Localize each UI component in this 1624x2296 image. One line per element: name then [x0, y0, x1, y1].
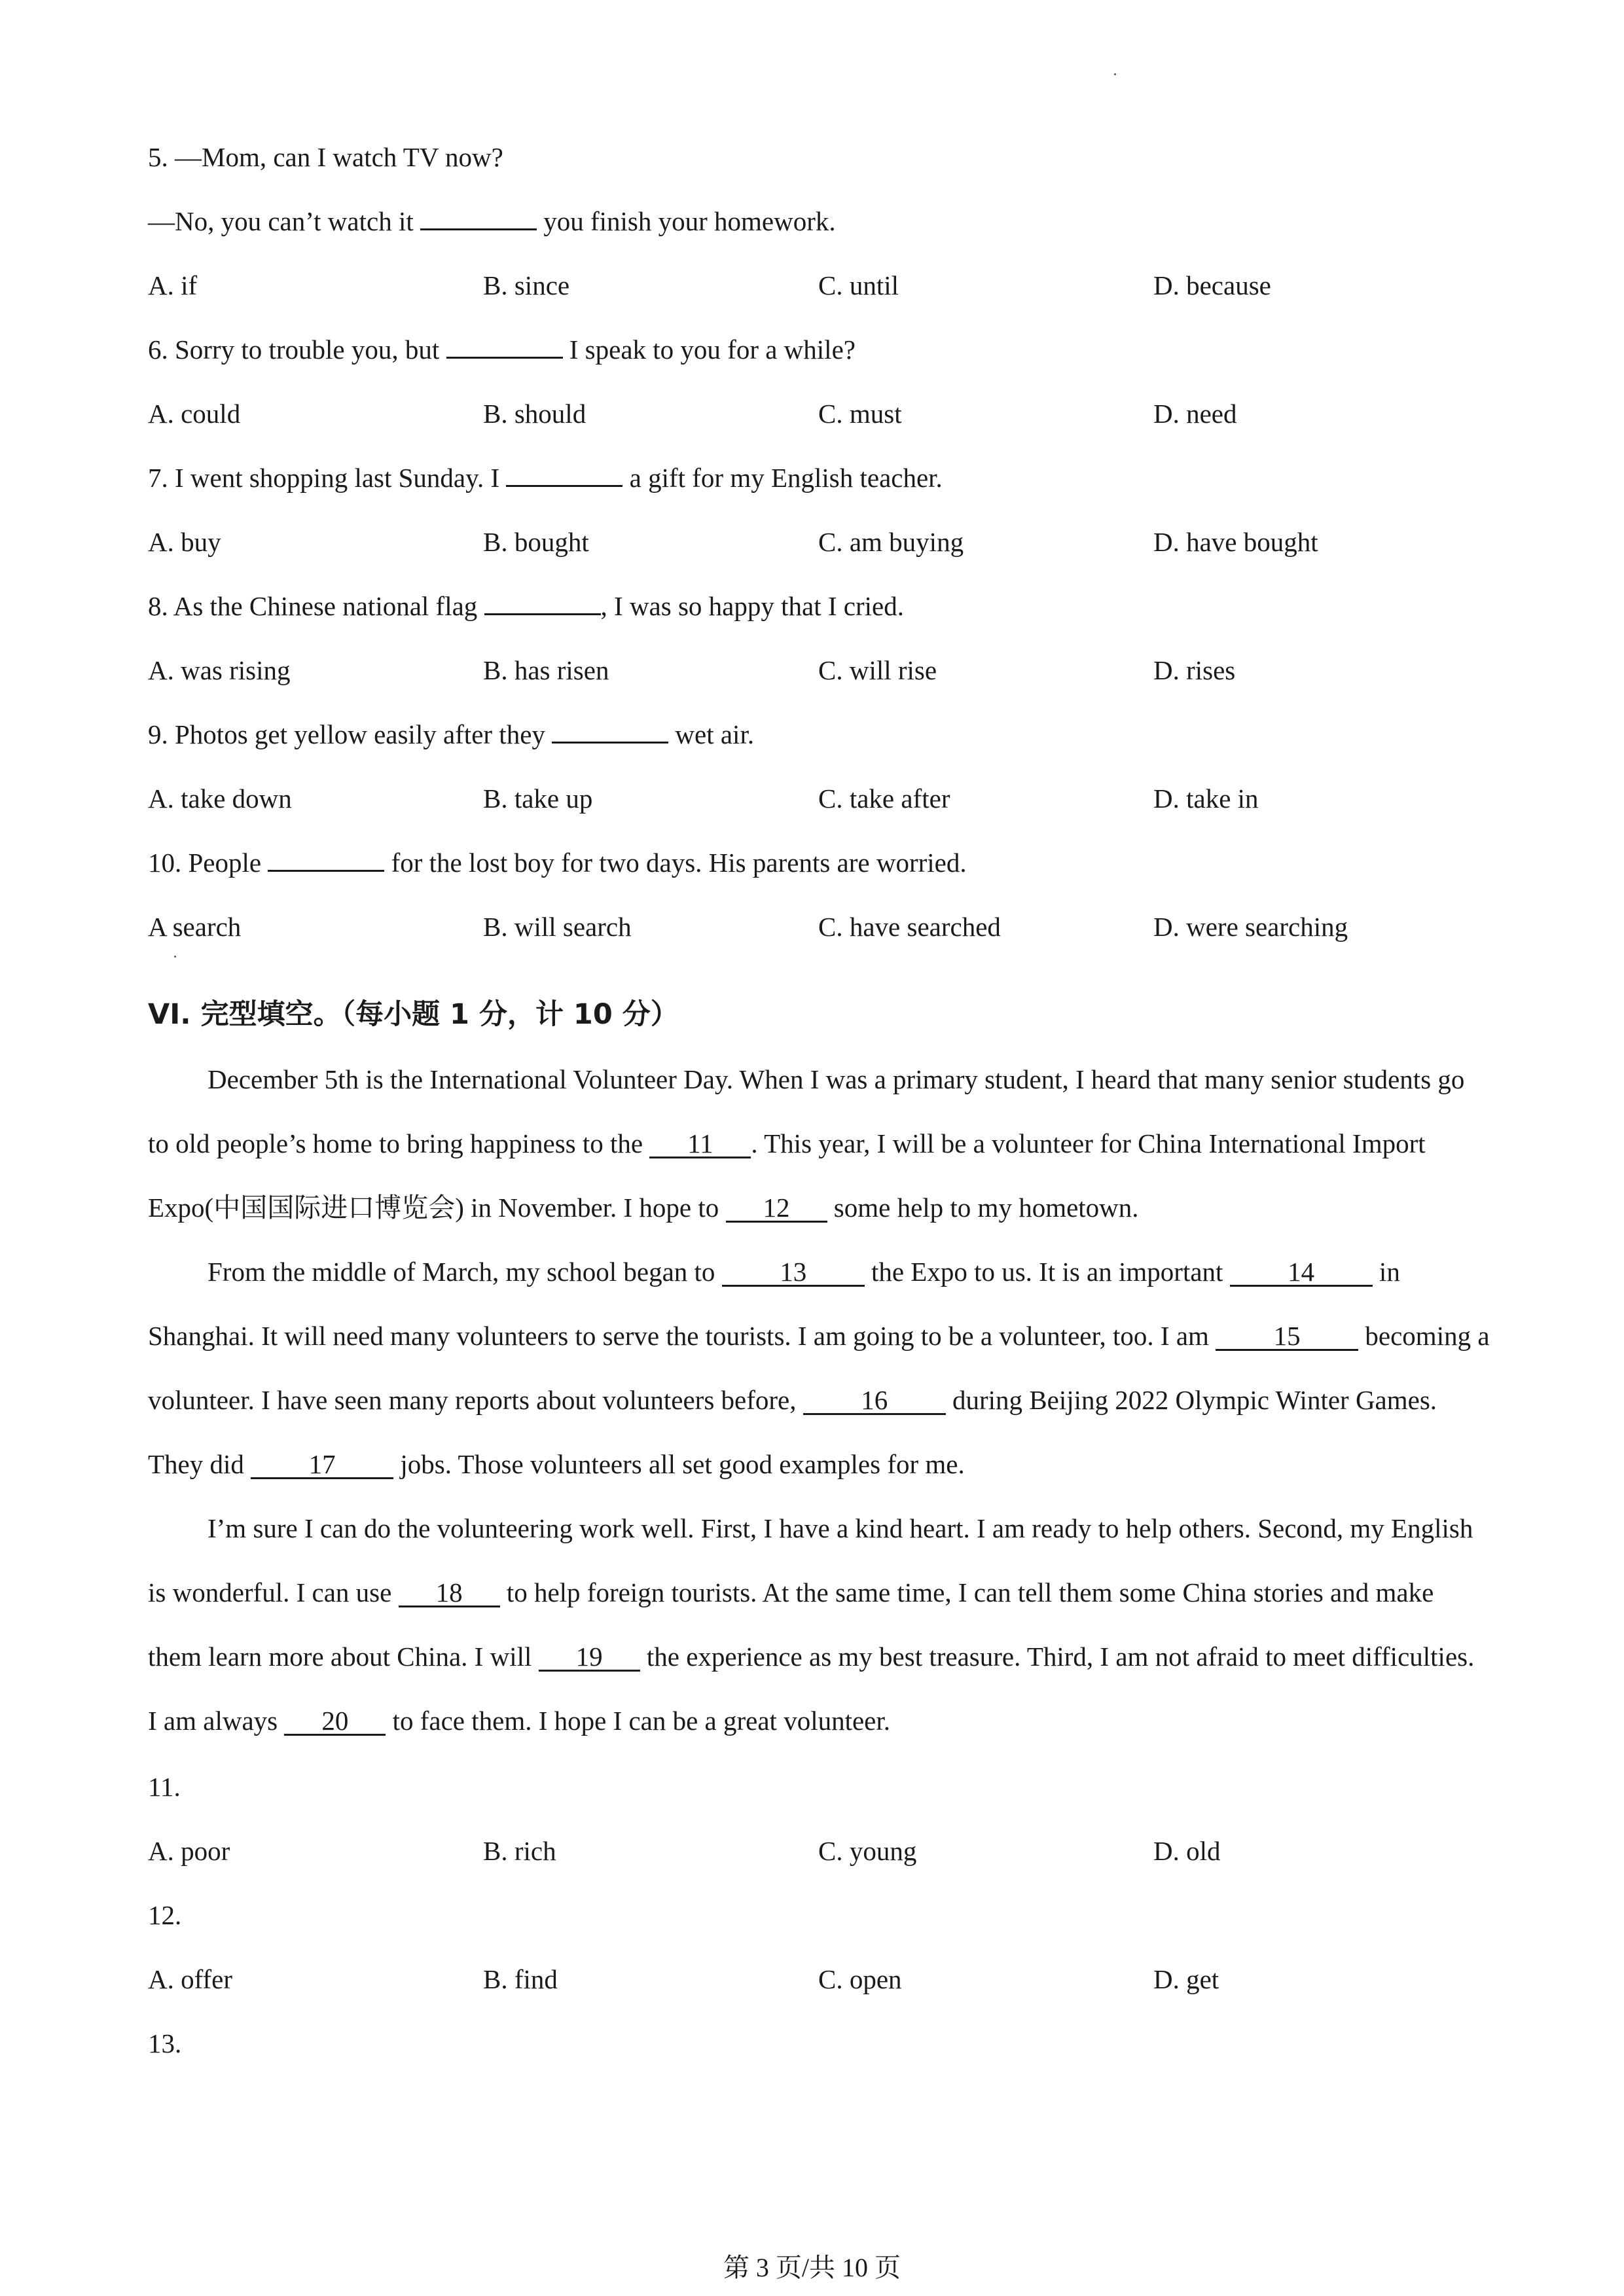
q8-stem-part1: 8. As the Chinese national flag [148, 591, 478, 621]
q7-option-b[interactable]: B. bought [483, 527, 589, 557]
q8-option-a[interactable]: A. was rising [148, 655, 291, 685]
scan-speck [1114, 73, 1116, 75]
q5-option-d[interactable]: D. because [1153, 270, 1271, 300]
passage-text: some help to my hometown. [833, 1193, 1139, 1223]
q10-answer-blank[interactable] [268, 870, 384, 872]
q10-option-d[interactable]: D. were searching [1153, 912, 1348, 942]
q7-option-c[interactable]: C. am buying [818, 527, 964, 557]
q12-option-b[interactable]: B. find [483, 1964, 558, 1994]
q6-option-a[interactable]: A. could [148, 399, 241, 429]
q11-number: 11. [148, 1772, 181, 1802]
scan-speck [174, 956, 176, 958]
cloze-blank-12[interactable]: 12 [726, 1194, 827, 1223]
passage-text: . This year, I will be a volunteer for China International Import Expo(中国国际进口博览会) in November. I hope to [148, 1128, 1426, 1223]
passage-text: jobs. Those volunteers all set good examples for me. [400, 1449, 965, 1479]
passage-text: I’m sure I can do the volunteering work well. First, I have a kind heart. I am ready to help others. Second, my English is wonderful. I can use [148, 1513, 1473, 1607]
passage-text: the experience as my best treasure. Third, I am not afraid to meet difficulties. I am always [148, 1641, 1475, 1736]
q8-option-b[interactable]: B. has risen [483, 655, 609, 685]
passage-text: becoming a volunteer. I have seen many reports about volunteers before, [148, 1321, 1490, 1415]
q5-option-a[interactable]: A. if [148, 270, 198, 300]
q7-option-a[interactable]: A. buy [148, 527, 221, 557]
cloze-blank-13[interactable]: 13 [722, 1259, 865, 1287]
q10-stem [148, 846, 967, 879]
q8-option-d[interactable]: D. rises [1153, 655, 1236, 685]
q9-option-b[interactable]: B. take up [483, 783, 593, 814]
q7-stem [148, 461, 943, 494]
q9-option-c[interactable]: C. take after [818, 783, 950, 814]
cloze-blank-18[interactable]: 18 [399, 1579, 500, 1607]
q7-option-d[interactable]: D. have bought [1153, 527, 1318, 557]
q8-stem-part2: , I was so happy that I cried. [600, 591, 904, 621]
cloze-blank-16[interactable]: 16 [803, 1387, 946, 1415]
passage-paragraph-3 [148, 1496, 1490, 1753]
q10-option-a[interactable]: A search [148, 912, 242, 942]
q5-option-c[interactable]: C. until [818, 270, 899, 300]
passage-text: December 5th is the International Volunteer Day. When I was a primary student, I heard that many senior students go to old people’s home to bring happiness to the [148, 1064, 1465, 1158]
q11-option-b[interactable]: B. rich [483, 1836, 556, 1866]
q11-option-c[interactable]: C. young [818, 1836, 917, 1866]
section-heading-cloze: VI. 完型填空。（每小题 1 分，计 10 分） [148, 998, 679, 1031]
passage-text: to help foreign tourists. At the same time, I can tell them some China stories and make them learn more about China. I will [148, 1577, 1434, 1672]
q10-option-c[interactable]: C. have searched [818, 912, 1001, 942]
q10-stem-part1: 10. People [148, 848, 262, 878]
q5-stem-line1: 5. —Mom, can I watch TV now? [148, 142, 503, 172]
q9-stem-part1: 9. Photos get yellow easily after they [148, 719, 545, 749]
passage-text: in Shanghai. It will need many volunteers to serve the tourists. I am going to be a volunteer, too. I am [148, 1257, 1400, 1351]
q9-stem-part2: wet air. [675, 719, 755, 749]
q11-option-d[interactable]: D. old [1153, 1836, 1221, 1866]
q5-stem-part1: —No, you can’t watch it [148, 206, 414, 236]
q7-stem-part1: 7. I went shopping last Sunday. I [148, 463, 500, 493]
cloze-blank-11[interactable]: 11 [649, 1130, 751, 1158]
cloze-blank-20[interactable]: 20 [284, 1708, 386, 1736]
q12-option-a[interactable]: A. offer [148, 1964, 233, 1994]
q6-stem-part2: I speak to you for a while? [569, 334, 856, 365]
q6-option-d[interactable]: D. need [1153, 399, 1237, 429]
q5-answer-blank[interactable] [420, 228, 537, 230]
q8-answer-blank[interactable] [484, 613, 601, 615]
q10-stem-part2: for the lost boy for two days. His parents are worried. [391, 848, 967, 878]
passage-text: to face them. I hope I can be a great volunteer. [392, 1706, 891, 1736]
page-number-footer: 第 3 页/共 10 页 [723, 2253, 901, 2282]
q6-stem-part1: 6. Sorry to trouble you, but [148, 334, 440, 365]
q12-option-c[interactable]: C. open [818, 1964, 902, 1994]
q9-answer-blank[interactable] [552, 742, 668, 744]
cloze-blank-14[interactable]: 14 [1230, 1259, 1373, 1287]
q8-option-c[interactable]: C. will rise [818, 655, 937, 685]
q5-option-b[interactable]: B. since [483, 270, 570, 300]
passage-text: the Expo to us. It is an important [871, 1257, 1223, 1287]
q6-answer-blank[interactable] [446, 357, 563, 359]
q7-answer-blank[interactable] [506, 485, 623, 487]
q5-stem-part2: you finish your homework. [543, 206, 836, 236]
q9-option-a[interactable]: A. take down [148, 783, 292, 814]
cloze-blank-19[interactable]: 19 [539, 1643, 640, 1672]
q13-number: 13. [148, 2028, 182, 2058]
q9-stem [148, 718, 754, 751]
q6-option-b[interactable]: B. should [483, 399, 586, 429]
passage-text: during Beijing 2022 Olympic Winter Games. They did [148, 1385, 1437, 1479]
q10-option-b[interactable]: B. will search [483, 912, 632, 942]
passage-text: From the middle of March, my school began to [208, 1257, 715, 1287]
q11-option-a[interactable]: A. poor [148, 1836, 230, 1866]
q9-option-d[interactable]: D. take in [1153, 783, 1259, 814]
passage-paragraph-2 [148, 1240, 1490, 1496]
passage-paragraph-1 [148, 1047, 1490, 1240]
cloze-blank-17[interactable]: 17 [251, 1451, 393, 1479]
q7-stem-part2: a gift for my English teacher. [629, 463, 943, 493]
q8-stem [148, 590, 904, 622]
q6-stem [148, 333, 856, 366]
cloze-blank-15[interactable]: 15 [1216, 1323, 1358, 1351]
q6-option-c[interactable]: C. must [818, 399, 902, 429]
q5-stem-line2 [148, 205, 836, 238]
q12-number: 12. [148, 1900, 182, 1930]
q12-option-d[interactable]: D. get [1153, 1964, 1219, 1994]
